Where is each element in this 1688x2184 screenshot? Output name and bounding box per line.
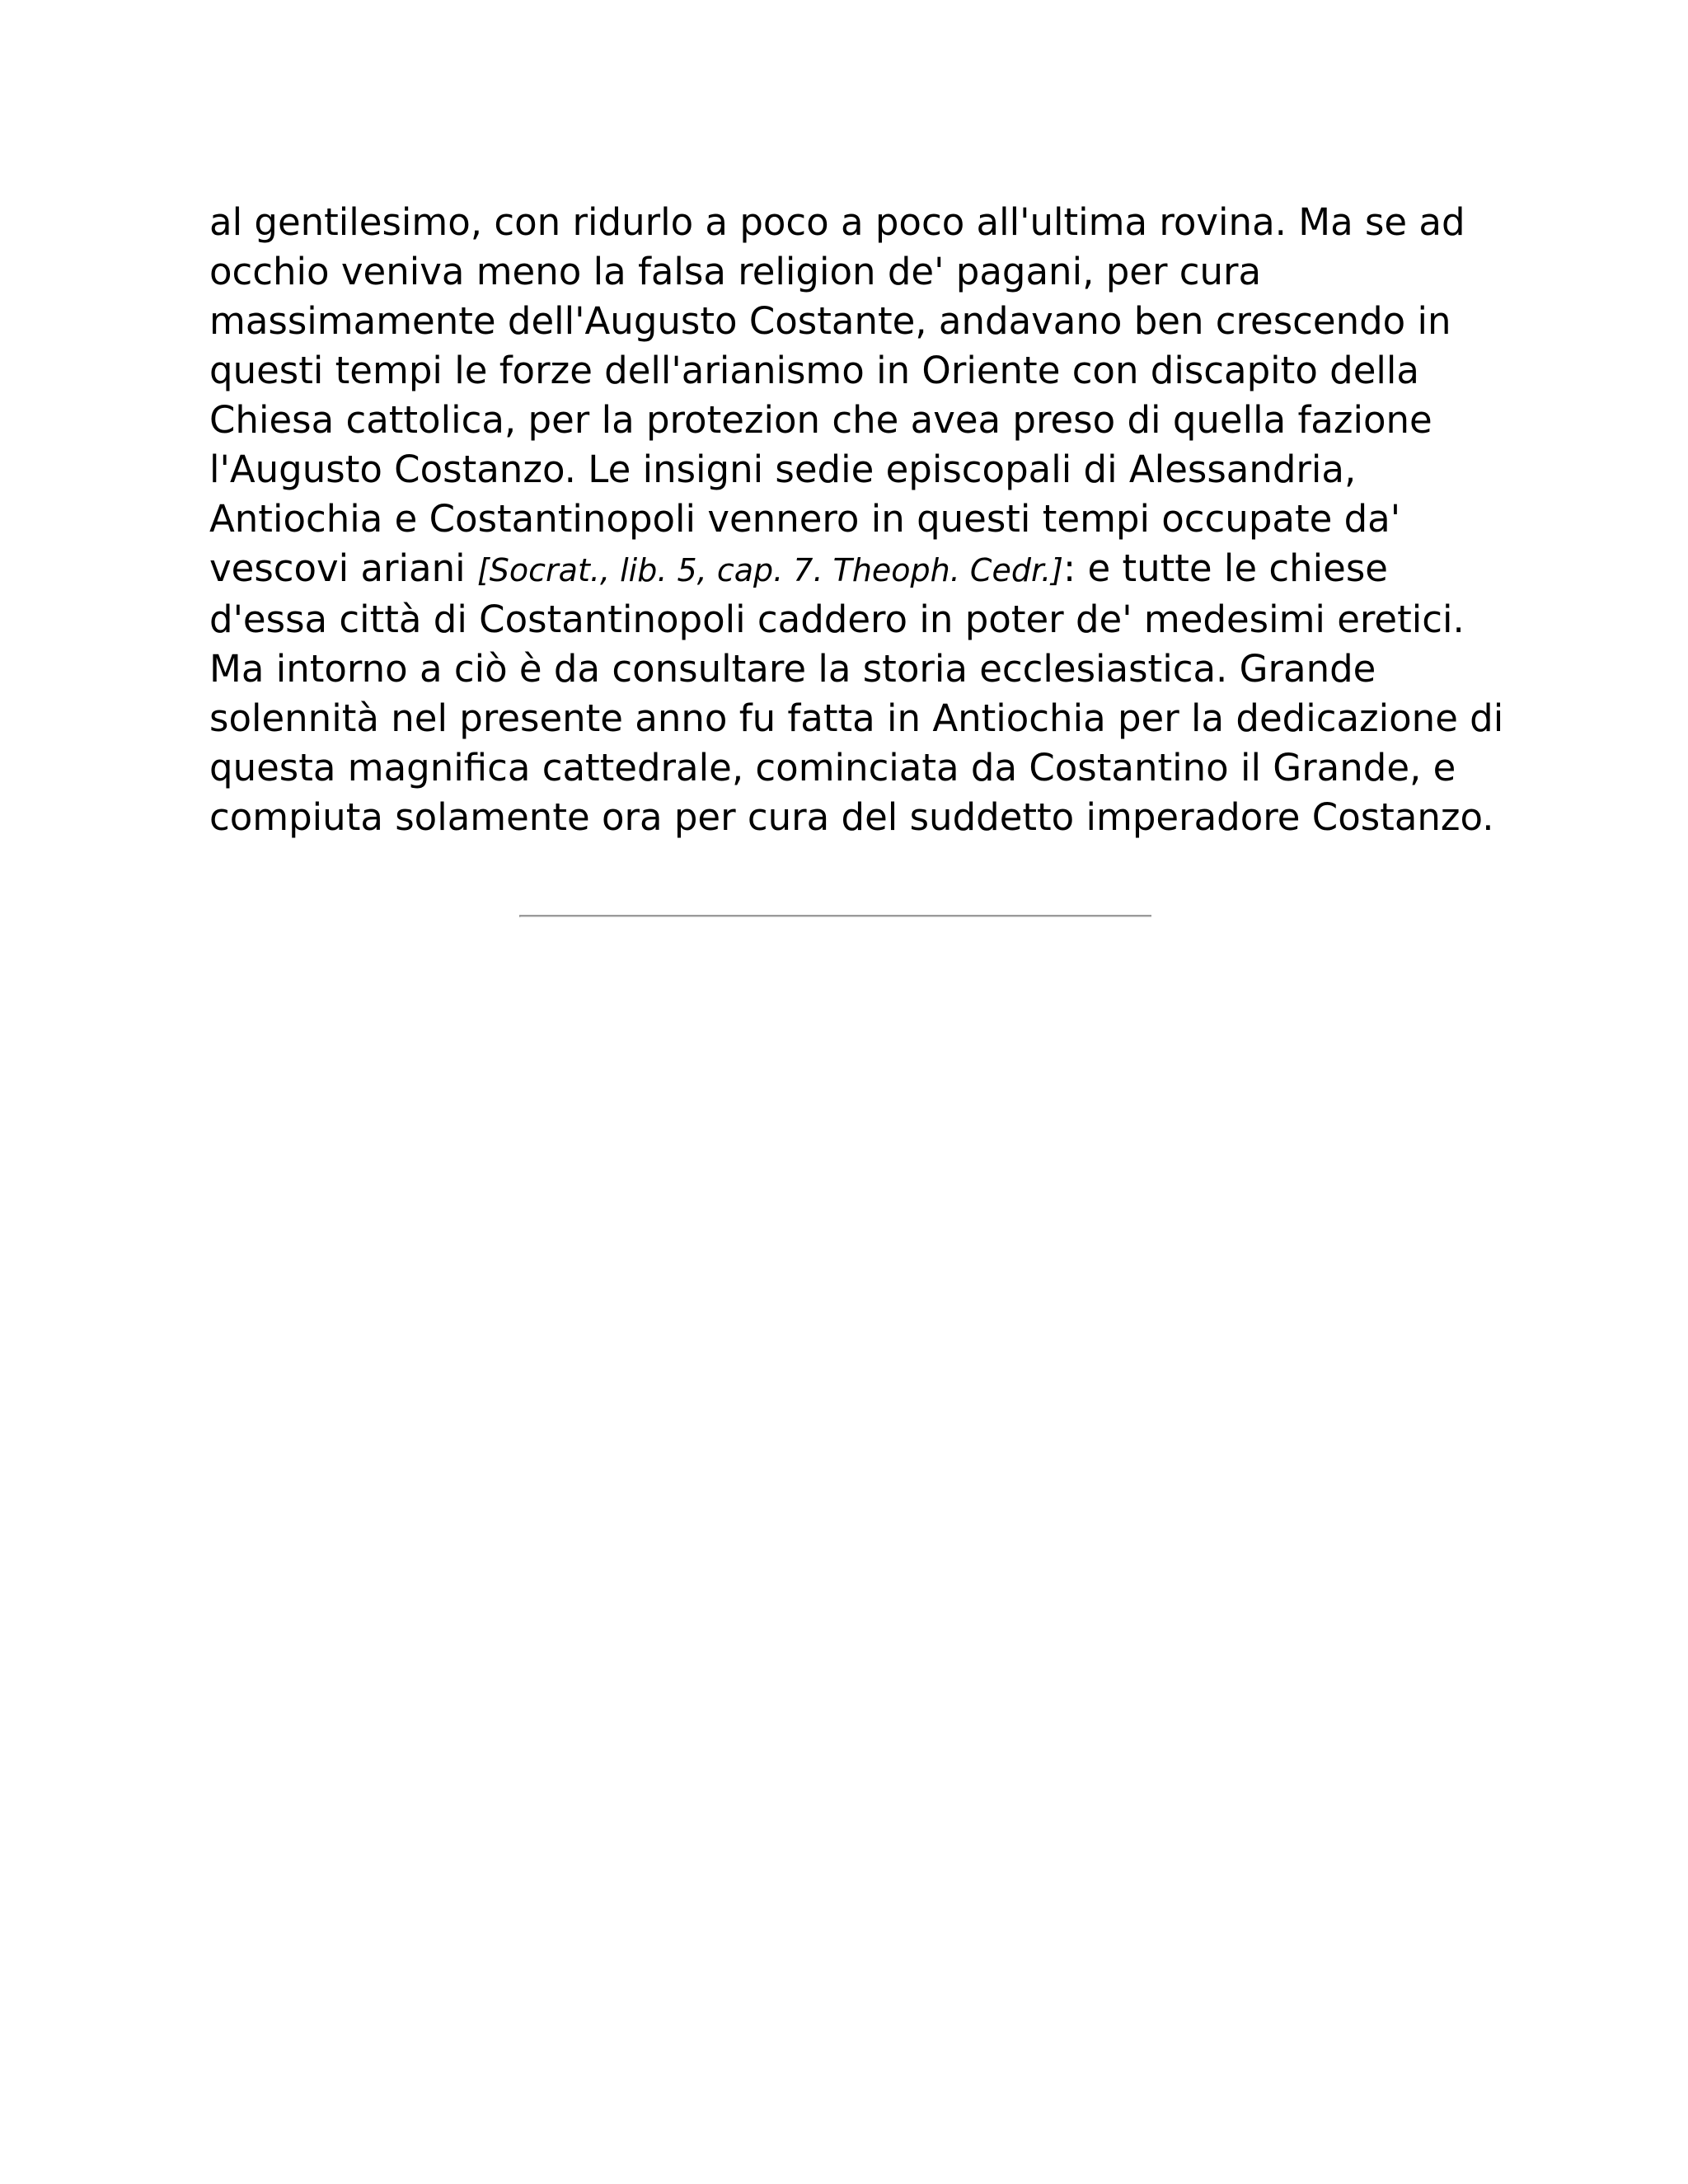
text-line: d'essa città di Costantinopoli caddero in poter de' medesimi eretici. [209, 598, 1465, 641]
text-line: massimamente dell'Augusto Costante, andavano ben crescendo in [209, 299, 1451, 343]
text-segment: : e tutte le chiese [1062, 546, 1388, 590]
text-line: Antiochia e Costantinopoli vennero in questi tempi occupate da' [209, 497, 1401, 541]
text-line: Ma intorno a ciò è da consultare la storia ecclesiastica. Grande [209, 647, 1376, 691]
text-line: questi tempi le forze dell'arianismo in Oriente con discapito della [209, 349, 1419, 392]
citation-reference: [Socrat., lib. 5, cap. 7. Theoph. Cedr.] [476, 552, 1063, 588]
text-line: questa magnifica cattedrale, cominciata da Costantino il Grande, e [209, 746, 1456, 790]
body-paragraph [209, 198, 1504, 842]
horizontal-rule [519, 915, 1151, 917]
text-line: al gentilesimo, con ridurlo a poco a poco all'ultima rovina. Ma se ad [209, 200, 1465, 244]
text-line: occhio veniva meno la falsa religion de' pagani, per cura [209, 250, 1262, 293]
text-segment: vescovi ariani [209, 546, 477, 590]
text-line: compiuta solamente ora per cura del suddetto imperadore Costanzo. [209, 795, 1494, 839]
text-line: l'Augusto Costanzo. Le insigni sedie episcopali di Alessandria, [209, 448, 1357, 491]
text-line: solennità nel presente anno fu fatta in Antiochia per la dedicazione di [209, 696, 1504, 740]
text-line: Chiesa cattolica, per la protezion che avea preso di quella fazione [209, 398, 1432, 442]
text-line-with-citation [209, 544, 1495, 595]
